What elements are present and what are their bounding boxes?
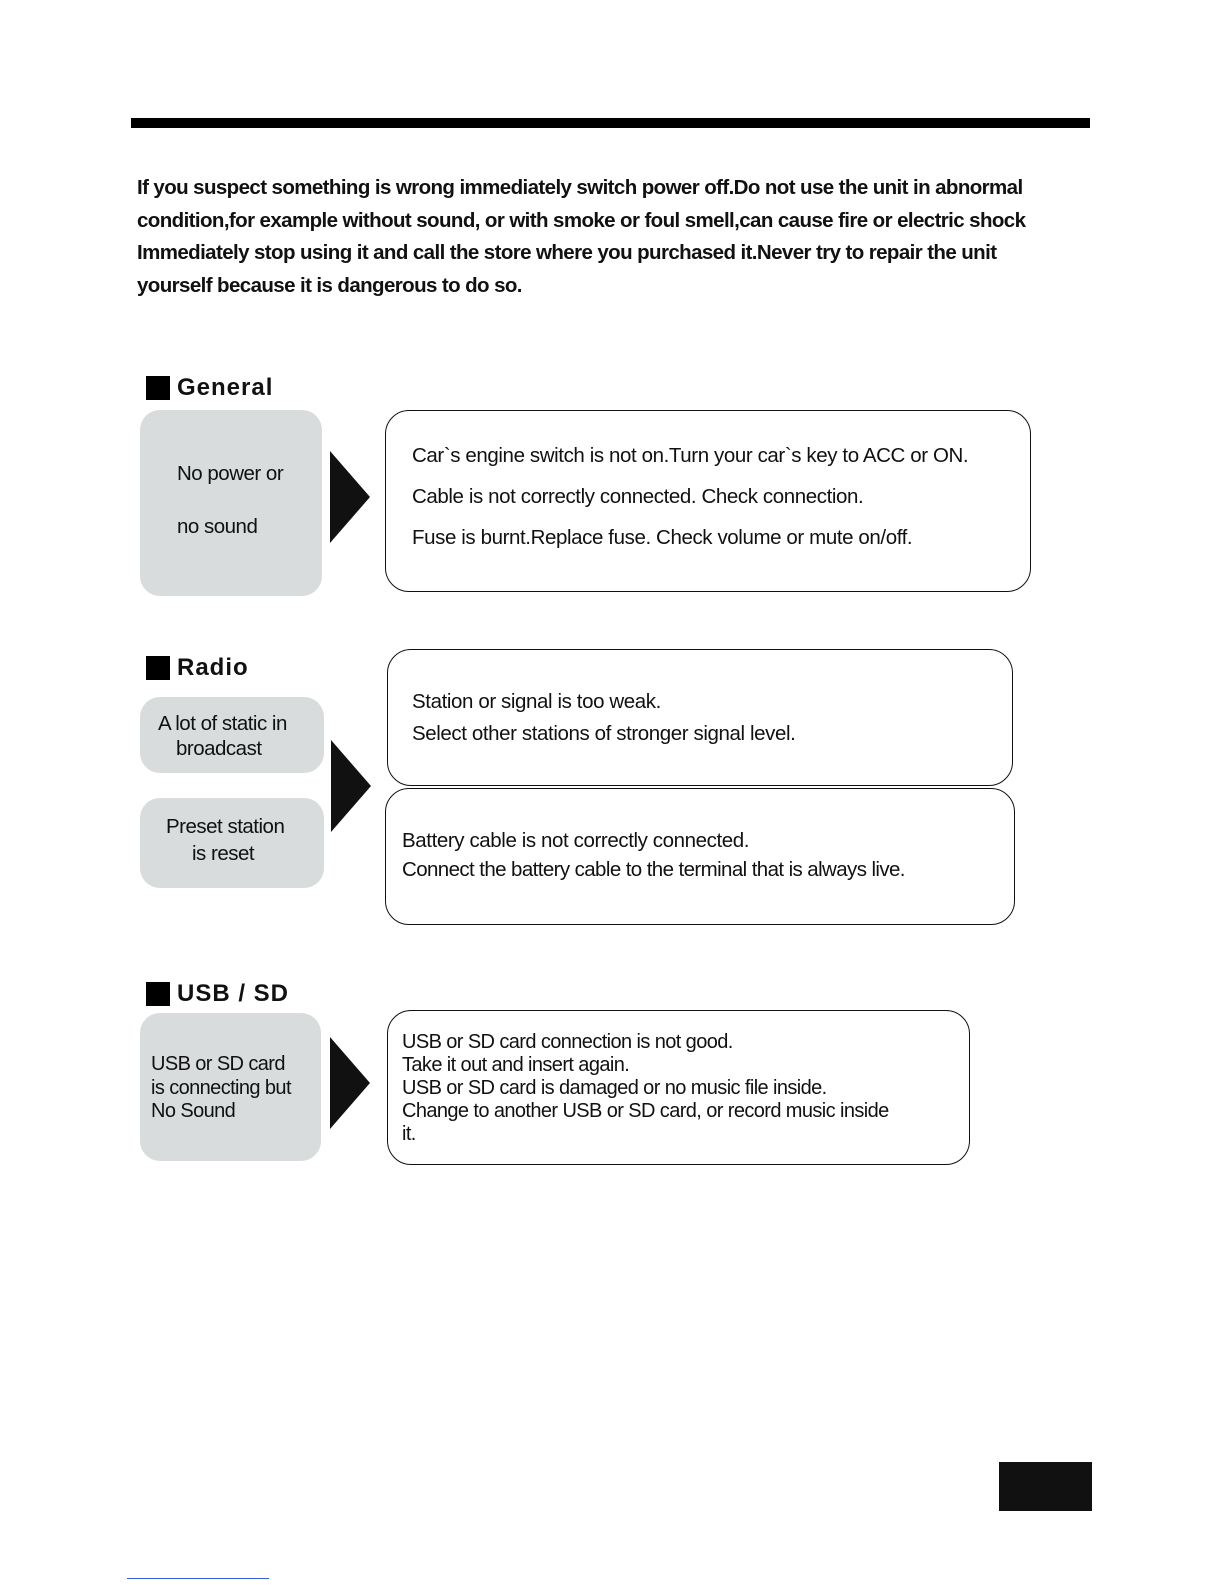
arrow-right-icon [330,451,370,543]
condition-box-no-power [140,410,322,596]
solution-text: Change to another USB or SD card, or record music inside [402,1100,889,1122]
section-heading-general [146,374,273,402]
section-heading-radio [146,654,249,682]
condition-text: broadcast [176,737,262,760]
condition-text: USB or SD card [151,1053,285,1075]
solution-text: Station or signal is too weak. [412,690,661,713]
solution-box-battery-cable [385,788,1015,925]
intro-line: If you suspect something is wrong immediately switch power off.Do not use the unit in abnormal [137,176,1023,199]
section-title: Radio [177,654,249,681]
condition-text: Preset station [166,815,285,838]
page-number-box [999,1462,1092,1511]
solution-text: Fuse is burnt.Replace fuse. Check volume or mute on/off. [412,526,913,549]
section-title: General [177,374,274,401]
section-title: USB / SD [177,980,290,1007]
intro-paragraph [137,172,1097,302]
arrow-right-icon [330,1037,370,1129]
condition-text: A lot of static in [158,712,287,735]
solution-text: Cable is not correctly connected. Check connection. [412,485,864,508]
solution-text: Connect the battery cable to the terminal that is always live. [402,858,905,881]
solution-text: Take it out and insert again. [402,1054,630,1076]
solution-box-weak-signal [387,649,1013,786]
solution-text: USB or SD card is damaged or no music file inside. [402,1077,827,1099]
solution-text: Select other stations of stronger signal level. [412,722,796,745]
section-bullet-icon [146,656,170,680]
condition-box-usb-no-sound [140,1013,321,1161]
condition-text: is connecting but [151,1077,291,1099]
intro-line: Immediately stop using it and call the store where you purchased it.Never try to repair the unit [137,241,997,264]
section-bullet-icon [146,982,170,1006]
condition-box-static [140,697,324,773]
solution-box-usb-sd [387,1010,970,1165]
condition-text: is reset [192,842,255,865]
condition-text: No power or [177,462,284,485]
arrow-right-icon [331,740,371,832]
section-heading-usb-sd [146,980,289,1008]
section-bullet-icon [146,376,170,400]
solution-text: it. [402,1123,416,1145]
condition-box-preset-reset [140,798,324,888]
intro-line: condition,for example without sound, or with smoke or foul smell,can cause fire or electric shock [137,208,1026,232]
footer-link-underline [127,1578,269,1579]
solution-box-general [385,410,1031,592]
top-rule [131,118,1090,128]
condition-text: no sound [177,515,258,538]
intro-line: yourself because it is dangerous to do so. [137,273,522,297]
solution-text: Car`s engine switch is not on.Turn your car`s key to ACC or ON. [412,444,969,467]
solution-text: Battery cable is not correctly connected. [402,829,750,852]
condition-text: No Sound [151,1100,236,1122]
solution-text: USB or SD card connection is not good. [402,1031,733,1053]
